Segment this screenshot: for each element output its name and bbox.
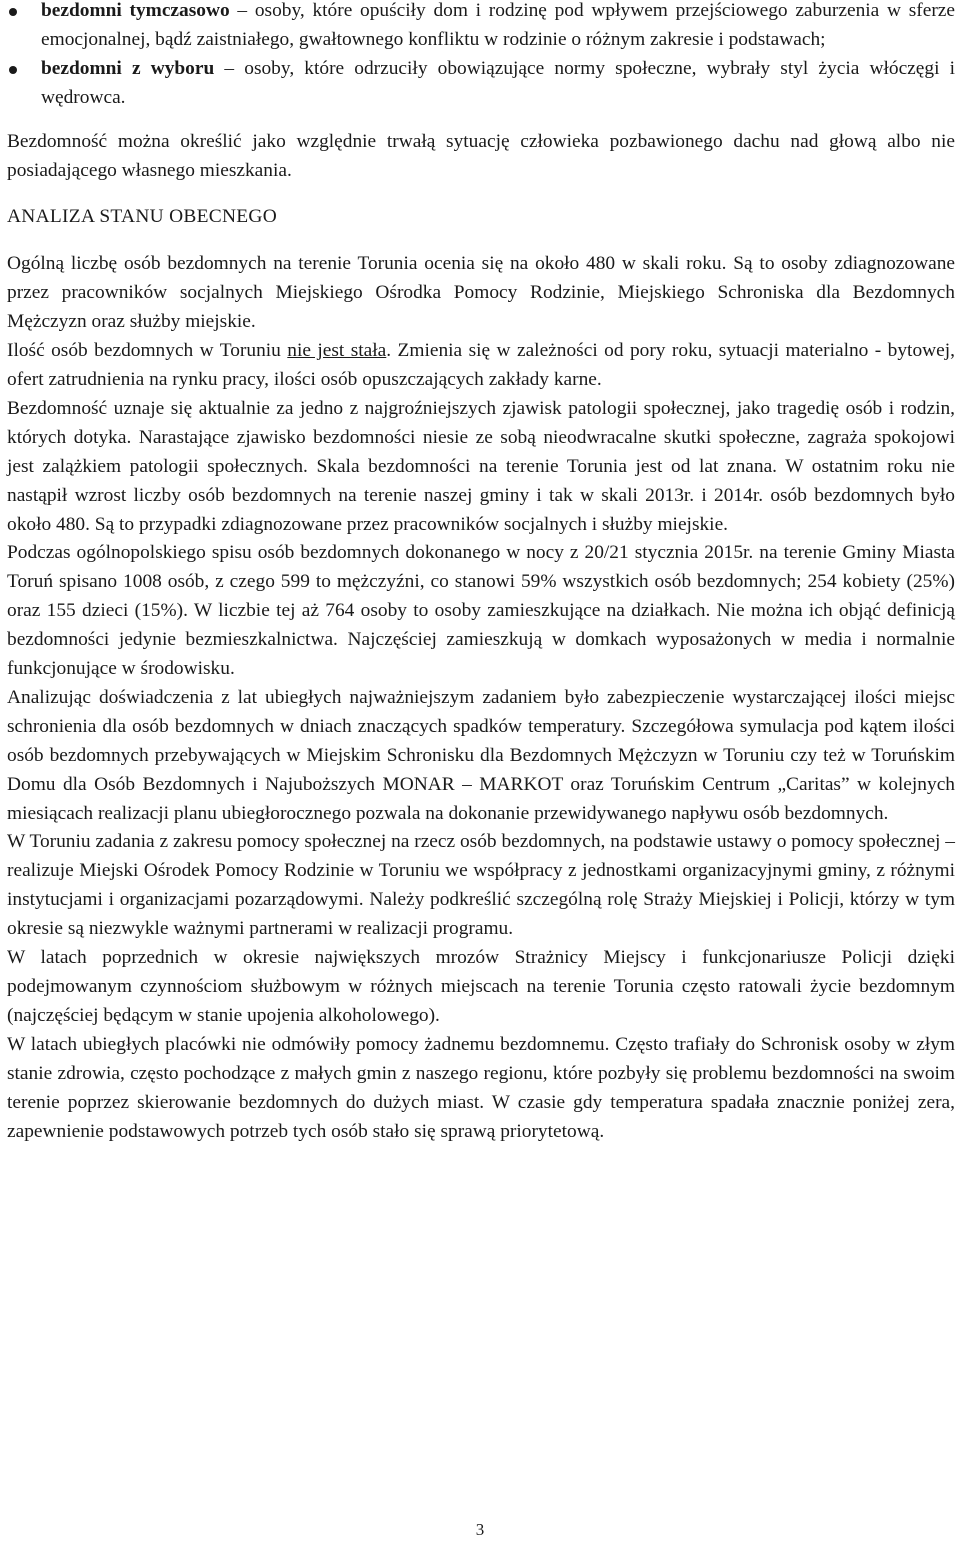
homeless-types-list [7,0,955,113]
bullet-text: – osoby, które odrzuciły obowiązujące normy społeczne, wybrały styl życia włóczęgi i wędrowca. [41,57,955,108]
paragraph-estimate: Ogólną liczbę osób bezdomnych na terenie Torunia ocenia się na około 480 w skali roku. Są to osoby zdiagnozowane przez pracowników socjalnych Miejskiego Ośrodka Pomocy Rodzinie, Miejskiego Schroniska dla Bezdomnych Mężczyzn oraz służby miejskie. [7,253,955,333]
paragraph-text: Ilość osób bezdomnych w Toruniu [7,340,288,362]
bullet-term: bezdomni tymczasowo [41,0,230,21]
bullet-icon [9,66,17,74]
underlined-text: nie jest stała [287,340,387,362]
paragraph-pathology: Bezdomność uznaje się aktualnie za jedno z najgroźniejszych zjawisk patologii społecznej, jako tragedię osób i rodzin, których dotyka. Narastające zjawisko bezdomności niesie ze sobą nieodwracalne skutki społeczne, zagraża spokojowi jest zalążkiem patologii społecznych. Skala bezdomności na terenie Torunia jest od lat znana. W ostatnim roku nie nastąpił wzrost liczby osób bezdomnych na terenie naszej gminy i tak w skali 2013r. i 2014r. osób bezdomnych było około 480. Są to przypadki zdiagnozowane przez pracowników socjalnych i służby miejskie. [7,397,955,535]
document-page [7,0,955,1146]
paragraph-past-years: W latach ubiegłych placówki nie odmówiły pomocy żadnemu bezdomnemu. Często trafiały do Schronisk osoby w złym stanie zdrowia, często pochodzące z małych gmin z naszego regionu, które pozbyły się problemu bezdomności na swoim terenie poprzez skierowanie bezdomnych do dużych miast. W czasie gdy temperatura spadała znacznie poniżej zera, zapewnienie podstawowych potrzeb tych osób stało się sprawą priorytetową. [7,1033,955,1142]
page-number: 3 [475,1520,485,1539]
bullet-term: bezdomni z wyboru [41,57,215,79]
list-item [7,0,955,55]
list-item [7,55,955,113]
paragraph-shelter-analysis: Analizując doświadczenia z lat ubiegłych najważniejszym zadaniem było zabezpieczenie wystarczającej ilości miejsc schronienia dla osób bezdomnych w dniach znaczących spadków temperatury. Szczegółowa symulacja pod kątem ilości osób bezdomnych przebywających w Miejskim Schronisku dla Bezdomnych Mężczyzn w Toruniu czy też w Toruńskim Domu dla Osób Bezdomnych i Najuboższych MONAR – MARKOT oraz Toruńskim Centrum „Caritas” w kolejnych miesiącach realizacji planu ubiegłorocznego pozwala na dokonanie przewidywanego napływu osób bezdomnych. [7,686,955,824]
section-heading: ANALIZA STANU OBECNEGO [7,206,278,228]
paragraph-census: Podczas ogólnopolskiego spisu osób bezdomnych dokonanego w nocy z 20/21 stycznia 2015r. na terenie Gminy Miasta Toruń spisano 1008 osób, z czego 599 to mężczyźni, co stanowi 59% wszystkich osób bezdomnych; 254 kobiety (25%) oraz 155 dzieci (15%). W liczbie tej aż 764 osoby to osoby zamieszkujące na działkach. Nie można ich objąć definicją bezdomności jedynie bezmieszkalnictwa. Najczęściej zamieszkują w domkach wyposażonych w media i normalnie funkcjonujące w środowisku. [7,542,955,680]
definition-paragraph: Bezdomność można określić jako względnie trwałą sytuację człowieka pozbawionego dachu nad głową albo nie posiadającego własnego mieszkania. [7,130,955,181]
paragraph-variability [7,337,955,395]
bullet-text: – osoby, które opuściły dom i rodzinę pod wpływem przejściowego zaburzenia w sferze emocjonalnej, bądź zaistniałego, gwałtownego konfliktu w rodzinie o różnym zakresie i podstawach; [41,0,955,50]
paragraph-text: . Zmienia się w zależności od pory roku, sytuacji materialno - bytowej, ofert zatrudnienia na rynku pracy, ilości osób opuszczających zakłady karne. [7,340,955,390]
bullet-icon [9,8,17,16]
paragraph-responsibilities: W Toruniu zadania z zakresu pomocy społecznej na rzecz osób bezdomnych, na podstawie ustawy o pomocy społecznej – realizuje Miejski Ośrodek Pomocy Rodzinie w Toruniu we współpracy z jednostkami organizacyjnymi gminy, z różnymi instytucjami i organizacjami pozarządowymi. Należy podkreślić szczególną rolę Straży Miejskiej i Policji, którzy w tym okresie są niezwykle ważnymi partnerami w realizacji programu. [7,831,955,940]
paragraph-police: W latach poprzednich w okresie największych mrozów Strażnicy Miejscy i funkcjonariusze Policji dzięki podejmowanym czynnościom służbowym w różnych miejscach na terenie Torunia często ratowali życie bezdomnym (najczęściej będącym w stanie upojenia alkoholowego). [7,947,955,1026]
